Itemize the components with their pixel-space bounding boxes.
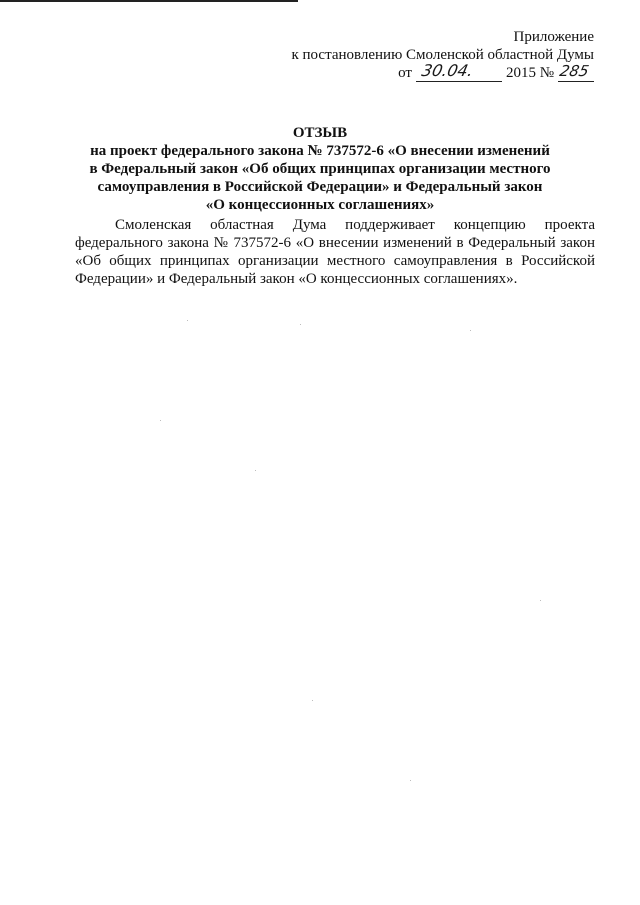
scan-speck [540,600,541,601]
year-and-number-label: 2015 № [505,65,554,81]
title-line-2: в Федеральный закон «Об общих принципах организации местного [89,161,551,177]
handwritten-date-field [416,61,502,82]
scan-speck [255,470,256,471]
handwritten-date: 30.04. [420,61,475,80]
handwritten-number: 285 [558,62,591,80]
scan-speck [410,780,411,781]
scan-speck [470,330,471,331]
date-prefix: от [398,65,412,81]
scan-speck [187,320,188,321]
title-line-1: на проект федерального закона № 737572-6 «О внесении изменений [90,143,550,159]
title-line-4: «О концессионных соглашениях» [205,197,435,213]
handwritten-number-field [558,64,594,82]
appendix-header [291,28,594,82]
appendix-date-line [291,61,594,82]
appendix-resolution-ref: к постановлению Смоленской областной Думы [291,47,594,63]
scan-speck [160,420,161,421]
title-line-3: самоуправления в Российской Федерации» и Федеральный закон [97,179,543,195]
scan-speck [312,700,313,701]
document-title [60,124,580,214]
scan-speck [300,324,301,325]
document-body [75,216,595,288]
body-paragraph: Смоленская областная Дума поддерживает концепцию проекта федерального закона № 737572-6 «О внесении изменений в Федеральный закон «Об общих принципах организации местного самоуправления в Российской Федерации» и Федеральный закон «О концессионных соглашениях». [75,217,595,287]
document-heading: ОТЗЫВ [292,125,348,141]
appendix-label: Приложение [513,29,594,45]
top-border-line [0,0,298,2]
